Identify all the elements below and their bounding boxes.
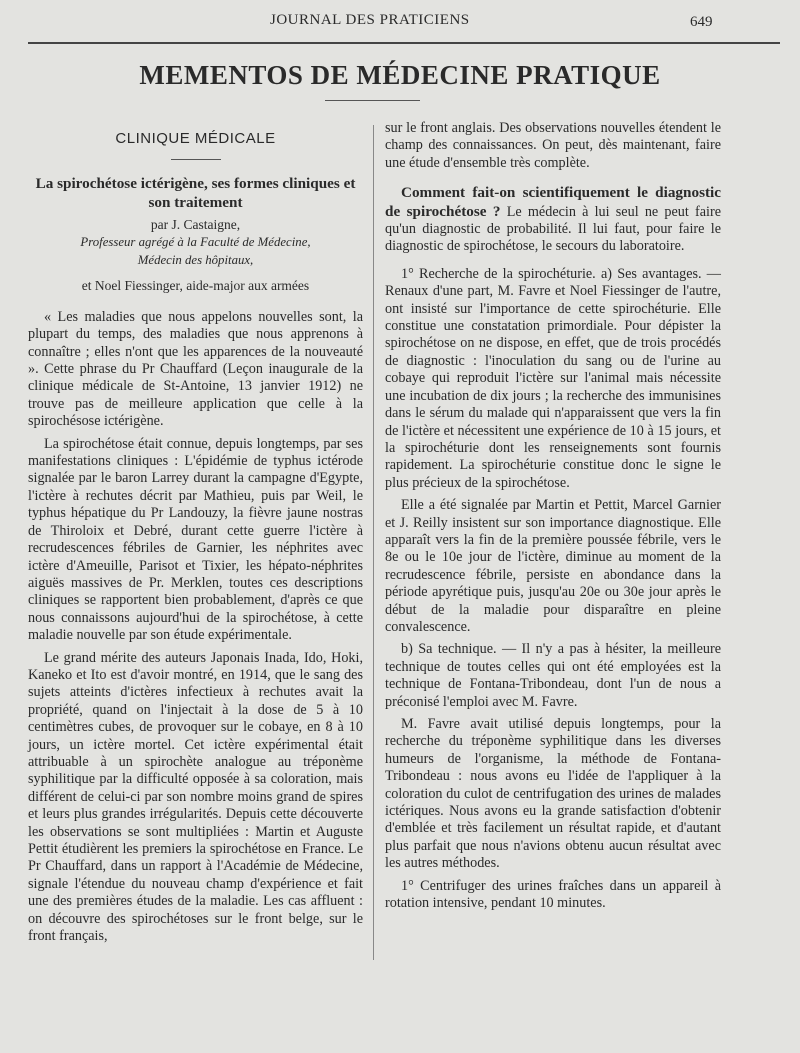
paragraph: 1° Centrifuger des urines fraîches dans un appareil à rotation intensive, pendant 10 minutes. — [385, 877, 721, 912]
journal-title: JOURNAL DES PRATICIENS — [270, 12, 470, 28]
article-title: La spirochétose ictérigène, ses formes cliniques et son traitement — [35, 175, 356, 212]
title-rule — [325, 100, 420, 101]
paragraph: « Les maladies que nous appelons nouvelles sont, la plupart du temps, des maladies que nous apprenons à connaître ; elles n'ont que les apparences de la nouveauté ». Cette phrase du Pr Chauffard (Leçon inaugurale de la clinique médicale de St-Antoine, 13 janvier 1912) ne trouve pas de meilleure application que celle à la spirochésose ictérigène. — [28, 308, 363, 430]
rubric-heading: CLINIQUE MÉDICALE — [115, 130, 276, 147]
question-text: Le médecin à lui seul ne peut faire qu'un diagnostic de probabilité. Il lui faut, pour faire le diagnostic de spirochétose, le secours du laboratoire. — [385, 203, 722, 255]
paragraph: 1° Recherche de la spirochéturie. a) Ses avantages. — Renaux d'une part, M. Favre et Noel Fiessinger de l'autre, ont insisté sur l'importance de cette spirochéturie. Elle constitue une constatation primordiale. Pour dépister la spirochétose on ne dispose, en effet, que de trois procédés de diagnostic : l'inoculation du sang ou de l'urine au cobaye qui reproduit l'ictère sur l'animal mais nécessite une incubation de dix jours ; la recherche des immunisines dans le sérum du malade qui n'apparaissent que vers la fin de l'ictère et nécessitent une expérience de 10 à 15 jours, et la spirochéturie dont les renseignements sont fournis rapidement. La spirochéturie constitue donc le signe le plus précieux de la spirochétose. — [385, 265, 721, 491]
byline-role-2: Médecin des hôpitaux, — [137, 253, 254, 268]
running-header — [0, 12, 800, 34]
paragraph-continuation: sur le front anglais. Des observations nouvelles étendent le champ des connaissances. On peut, dès maintenant, faire une étude d'ensemble très complète. — [385, 120, 721, 171]
header-rule — [28, 42, 780, 44]
column-divider — [373, 125, 374, 960]
section-title: MEMENTOS DE MÉDECINE PRATIQUE — [139, 60, 661, 90]
page-number: 649 — [690, 14, 713, 30]
paragraph: Elle a été signalée par Martin et Pettit, Marcel Garnier et J. Reilly insistent sur son importance diagnostique. Elle apparaît vers la fin de la première poussée fébrile, vers le 8e ou le 10e jour de l'ictère, diminue au moment de la recrudescence fébrile, persiste en abondance dans la période apyrétique puis, jusqu'au 20e ou 30e jour après le début de la maladie pour disparaître en pleine convalescence. — [385, 497, 721, 635]
paragraph: b) Sa technique. — Il n'y a pas à hésiter, la meilleure technique de toutes celles qui ont été employées est la technique de Fontana-Tribondeau, dont l'un de nous a préconisé l'emploi avec M. Favre. — [385, 641, 721, 710]
paragraph: La spirochétose était connue, depuis longtemps, par ses manifestations cliniques : L'épidémie de typhus ictérode signalée par le baron Larrey durant la campagne d'Egypte, l'ictère à rechutes décrit par Mathieu, puis par Weil, le typhus hépatique du Pr Landouzy, la fièvre jaune nostras de Thiroloix et Debré, durant cette guerre l'ictère à recrudescences fébriles de Garnier, les néphrites avec ictère d'Ameuille, Parisot et Tixier, les hépato-néphrites aiguës massives de Pr. Merklen, toutes ces descriptions cliniques se rapportent bien probablement, d'après ce que nous connaissons aujourd'hui de la spirochétose, à cette maladie nouvelle par son étude expérimentale. — [28, 435, 363, 644]
left-column — [28, 120, 363, 950]
paragraph: Le grand mérite des auteurs Japonais Inada, Ido, Hoki, Kaneko et Ito est d'avoir montré, en 1914, que le sang des sujets atteints d'ictères infectieux à rechutes avait la propriété, quand on l'injectait à la dose de 5 à 10 centimètres cubes, de provoquer sur le cobaye, en 8 à 10 jours, un ictère mortel. Cet ictère expérimental était attribuable à un spirochète analogue au tréponème syphilitique par la difficulté opposée à sa coloration, mais différent de celui-ci par son nombre moins grand de spires et leurs plus grandes irrégularités. Depuis cette découverte les observations se sont multipliées : Martin et Auguste Pettit étudièrent les premiers la spirochétose en France. Le Pr Chauffard, dans un rapport à l'Académie de Médecine, signale l'étendue du nouveau champ d'expérience et fait une des premières études de la maladie. Les cas affluent : on découvre des spirochétoses sur le front belge, sur le front français, — [28, 649, 363, 945]
right-column — [385, 120, 721, 917]
question-heading: Comment fait-on scientifiquement le diagnostic de spirochétose ? — [385, 184, 721, 220]
rubric-rule — [171, 159, 221, 160]
byline-role-1: Professeur agrégé à la Faculté de Médecine, — [80, 235, 311, 250]
byline-coauthor: et Noel Fiessinger, aide-major aux armées — [81, 278, 310, 294]
byline-author: par J. Castaigne, — [150, 217, 241, 233]
paragraph: M. Favre avait utilisé depuis longtemps, pour la recherche du tréponème syphilitique dans les diverses humeurs de l'organisme, la méthode de Fontana-Tribondeau : nous avons eu l'idée de l'appliquer à la coloration du culot de centrifugation des urines de malades ictériques. Nous avons eu la grande satisfaction d'obtenir d'emblée et très facilement un résultat rapide, et d'autant plus parfait que nous n'avions obtenu aucun résultat avec les autres méthodes. — [385, 716, 721, 872]
